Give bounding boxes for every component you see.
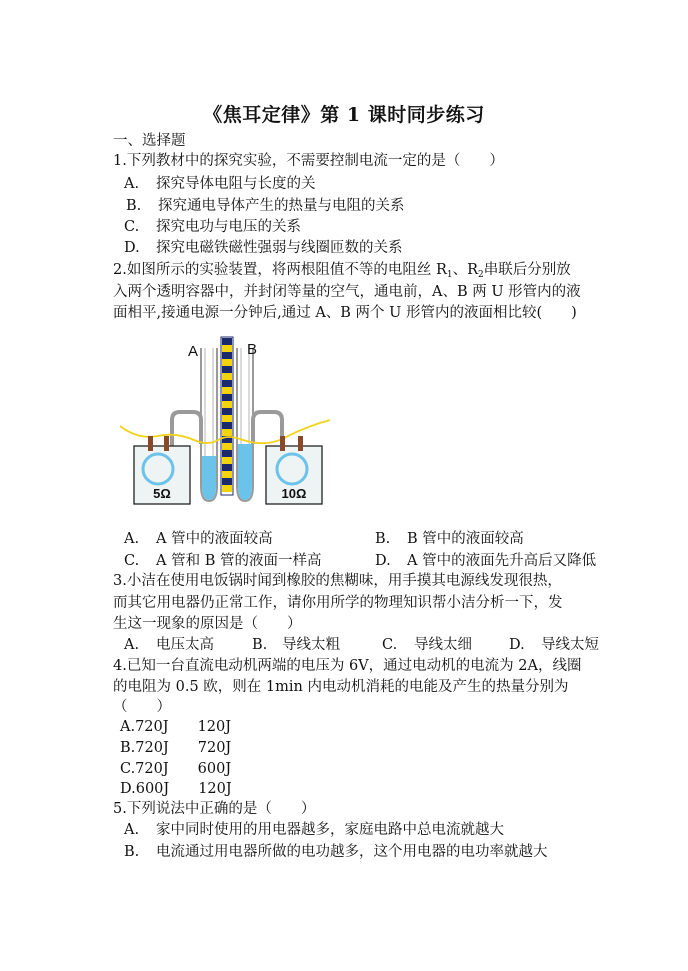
question-1-option-c	[124, 217, 301, 237]
question-3-stem-line-2: 而其它用电器仍正常工作，请你用所学的物理知识帮小洁分析一下，发	[113, 595, 563, 611]
option-text: 导线太短	[541, 637, 599, 653]
resistor-left-label: 5Ω	[153, 486, 171, 501]
option-text: A 管中的液面较高	[156, 531, 273, 547]
subscript: 1	[446, 270, 453, 280]
question-4-option-d: D.600J 120J	[120, 781, 232, 797]
option-letter: B.	[252, 637, 268, 653]
scale-stripe	[222, 457, 232, 464]
u-tube-b-liquid	[238, 444, 252, 500]
clip-left-2	[164, 436, 169, 451]
scale-stripe	[222, 450, 232, 457]
scale-stripe	[222, 401, 232, 408]
option-letter: A.	[124, 822, 140, 838]
clip-right-2	[298, 436, 303, 451]
option-letter: A.	[124, 637, 140, 653]
option-letter: D.	[509, 637, 525, 653]
tube-b-label: B	[246, 341, 258, 358]
stem-text: 串联后分别放	[483, 262, 571, 278]
question-3-stem-line-3: 生这一现象的原因是（ ）	[113, 616, 302, 632]
scale-stripe	[222, 464, 232, 471]
scale-stripe	[222, 478, 232, 485]
question-3-option-c	[382, 635, 472, 655]
tube-a-label: A	[187, 343, 199, 360]
question-2-option-c	[124, 551, 321, 571]
scale-stripe	[222, 429, 232, 436]
option-letter: B.	[124, 844, 140, 860]
scale-stripe	[222, 359, 232, 366]
option-text: 导线太细	[414, 637, 472, 653]
question-5-option-b	[124, 842, 548, 862]
question-5-option-a	[124, 820, 504, 840]
question-3-option-a	[124, 635, 214, 655]
question-5-stem: 5.下列说法中正确的是（ ）	[113, 801, 316, 817]
option-text: A 管中的液面先升高后又降低	[407, 553, 597, 569]
option-text: 电流通过用电器所做的电功越多，这个用电器的电功率就越大	[156, 844, 548, 860]
question-2-option-a	[124, 529, 273, 549]
question-1-option-b	[126, 196, 405, 216]
option-text: B 管中的液面较高	[407, 531, 524, 547]
clip-right-1	[280, 436, 285, 451]
option-letter: A.	[124, 531, 140, 547]
option-letter: C.	[124, 219, 140, 235]
scale-stripe	[222, 471, 232, 478]
stem-text: 、R	[452, 262, 479, 278]
question-3-option-d	[509, 635, 599, 655]
scale-stripe	[222, 443, 232, 450]
u-tube-a-liquid	[202, 456, 216, 500]
joule-law-apparatus-diagram	[118, 336, 338, 508]
question-4-stem-line-3: （ ）	[113, 699, 171, 715]
question-2-option-d	[375, 551, 596, 571]
option-letter: D.	[375, 553, 391, 569]
option-letter: A.	[124, 176, 140, 192]
question-4-stem-line-2: 的电阻为 0.5 欧，则在 1min 内电动机消耗的电能及产生的热量分别为	[113, 679, 569, 695]
subscript: 2	[478, 270, 484, 280]
scale-stripe	[222, 352, 232, 359]
question-1-option-a	[124, 174, 316, 194]
option-letter: B.	[375, 531, 391, 547]
resistor-right-label: 10Ω	[281, 486, 307, 501]
option-text: 探究电磁铁磁性强弱与线圈匝数的关系	[156, 240, 403, 256]
scale-stripe	[222, 408, 232, 415]
question-4-option-b: B.720J 720J	[120, 740, 232, 756]
option-text: 导线太粗	[282, 637, 340, 653]
scale-stripe	[222, 394, 232, 401]
option-text: A 管和 B 管的液面一样高	[156, 553, 322, 569]
option-text: 家中同时使用的用电器越多，家庭电路中总电流就越大	[156, 822, 504, 838]
question-1-option-d	[124, 238, 403, 258]
stem-text: 2.如图所示的实验装置，将两根阻值不等的电阻丝 R	[113, 262, 447, 278]
option-letter: C.	[124, 553, 140, 569]
scale-stripes	[222, 338, 232, 492]
scale-stripe	[222, 373, 232, 380]
question-2-stem-line-3: 面相平,接通电源一分钟后,通过 A、B 两个 U 形管内的液面相比较( )	[113, 305, 577, 321]
page-title: 《焦耳定律》第 1 课时同步练习	[203, 104, 485, 126]
scale-stripe	[222, 415, 232, 422]
experiment-figure	[118, 336, 338, 508]
scale-stripe	[222, 380, 232, 387]
question-2-option-b	[375, 529, 524, 549]
section-heading: 一、选择题	[113, 133, 186, 149]
question-1-stem: 1.下列教材中的探究实验，不需要控制电流一定的是（ ）	[113, 153, 504, 169]
clip-left-1	[148, 436, 153, 451]
question-3-option-b	[252, 635, 340, 655]
option-text: 探究电功与电压的关系	[156, 219, 301, 235]
question-4-option-a: A.720J 120J	[120, 719, 232, 735]
question-4-option-c: C.720J 600J	[120, 761, 232, 777]
scale-stripe	[222, 345, 232, 352]
option-text: 探究导体电阻与长度的关	[156, 176, 316, 192]
question-3-stem-line-1: 3.小洁在使用电饭锅时闻到橡胶的焦糊味，用手摸其电源线发现很热，	[113, 573, 562, 589]
scale-stripe	[222, 422, 232, 429]
option-letter: D.	[124, 240, 140, 256]
option-text: 探究通电导体产生的热量与电阻的关系	[158, 198, 405, 214]
option-letter: C.	[382, 637, 398, 653]
option-text: 电压太高	[156, 637, 214, 653]
option-letter: B.	[126, 198, 142, 214]
question-2-stem-line-2: 入两个透明容器中，并封闭等量的空气，通电前，A、B 两 U 形管内的液	[113, 284, 581, 300]
question-4-stem-line-1: 4.已知一台直流电动机两端的电压为 6V，通过电动机的电流为 2A，线圈	[113, 658, 582, 674]
scale-stripe	[222, 387, 232, 394]
scale-stripe	[222, 338, 232, 345]
scale-stripe	[222, 485, 232, 492]
scale-stripe	[222, 366, 232, 373]
